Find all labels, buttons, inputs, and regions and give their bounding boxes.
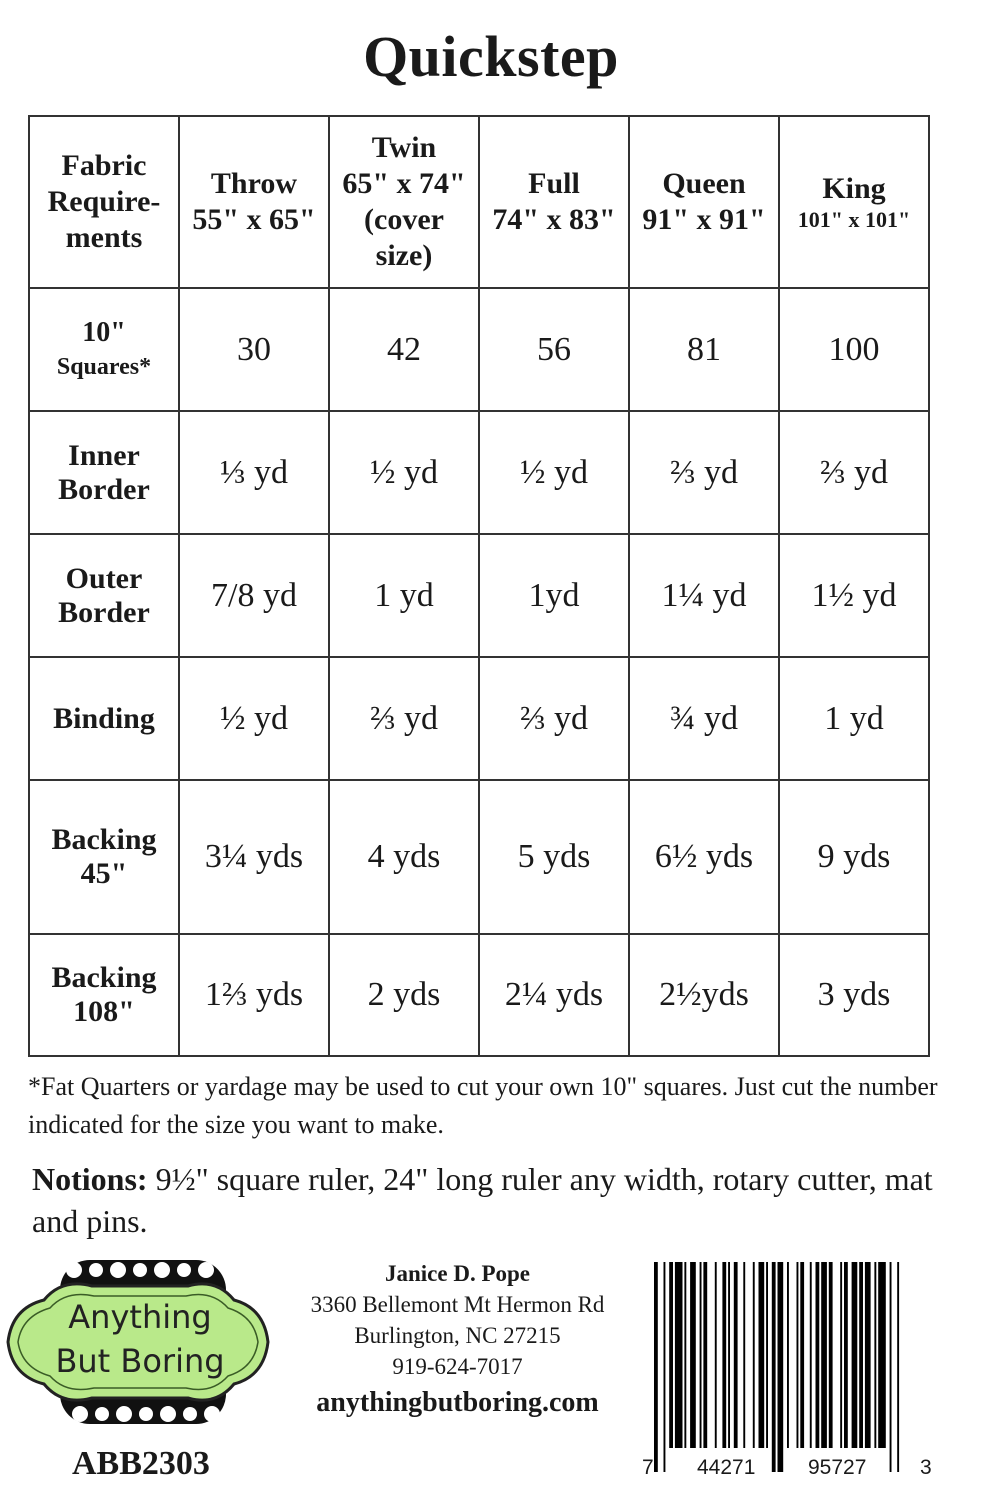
barcode-bar	[703, 1262, 707, 1448]
table-cell: 3 yds	[779, 934, 929, 1056]
column-dims: 74" x 83"	[492, 203, 616, 236]
row-label	[29, 780, 179, 934]
logo-dot	[133, 1263, 147, 1277]
column-name: King	[822, 172, 886, 205]
column-name: Throw	[210, 167, 298, 200]
column-dims: size)	[375, 239, 433, 272]
barcode-bar	[690, 1262, 696, 1448]
logo-dot	[177, 1263, 191, 1277]
table-cell: 100	[779, 288, 929, 411]
column-name: Full	[528, 167, 580, 200]
address-line-2: Burlington, NC 27215	[354, 1323, 561, 1348]
row-label	[29, 657, 179, 780]
table-header-row	[29, 116, 929, 288]
barcode-bar	[743, 1262, 745, 1448]
barcode-bar	[753, 1262, 755, 1448]
row-label-line: Outer	[65, 561, 143, 595]
table-cell: 56	[479, 288, 629, 411]
barcode	[640, 1262, 940, 1490]
contact-block	[285, 1258, 630, 1420]
table-cell: 3¼ yds	[179, 780, 329, 934]
table-cell: ½ yd	[179, 657, 329, 780]
table-cell: 1½ yd	[779, 534, 929, 657]
column-header-king	[779, 116, 929, 288]
table-row-outer-border	[29, 534, 929, 657]
barcode-bar	[874, 1262, 876, 1448]
website-link[interactable]: anythingbutboring.com	[316, 1387, 599, 1418]
table-cell: 1⅔ yds	[179, 934, 329, 1056]
barcode-bar	[797, 1262, 799, 1448]
column-dims: (cover	[364, 203, 444, 236]
table-cell: 2¼ yds	[479, 934, 629, 1056]
logo-line-2: But Boring	[55, 1342, 225, 1380]
logo-dot	[204, 1406, 220, 1422]
table-cell: 4 yds	[329, 780, 479, 934]
table-cell: ¾ yd	[629, 657, 779, 780]
designer-name: Janice D. Pope	[384, 1261, 530, 1286]
row-label-line: Squares*	[56, 353, 152, 380]
column-dims: 101" x 101"	[797, 207, 911, 232]
barcode-digit: 44271	[697, 1456, 756, 1479]
barcode-bar	[684, 1262, 686, 1448]
column-dims: 65" x 74"	[342, 167, 466, 200]
barcode-bar	[766, 1262, 768, 1448]
barcode-bar	[859, 1262, 863, 1448]
table-cell: 1¼ yd	[629, 534, 779, 657]
table-cell: 6½ yds	[629, 780, 779, 934]
logo-dot	[72, 1406, 88, 1422]
table-cell: 9 yds	[779, 780, 929, 934]
table-cell: ⅔ yd	[329, 657, 479, 780]
logo-dot	[139, 1407, 153, 1421]
barcode-bar	[722, 1262, 726, 1448]
row-label	[29, 411, 179, 534]
column-dims: 91" x 91"	[642, 203, 766, 236]
address-line-1: 3360 Bellemont Mt Hermon Rd	[310, 1292, 605, 1317]
table-cell: ⅓ yd	[179, 411, 329, 534]
barcode-bar	[844, 1262, 848, 1448]
barcode-bar	[669, 1262, 673, 1448]
row-label-line: Backing	[51, 823, 157, 856]
table-cell: ½ yd	[479, 411, 629, 534]
barcode-bar	[816, 1262, 820, 1448]
row-label-line: Border	[58, 595, 150, 629]
row-label	[29, 288, 179, 411]
table-cell: 1 yd	[329, 534, 479, 657]
notions-text: 9½" square ruler, 24" long ruler any width, rotary cutter, mat and pins.	[32, 1161, 933, 1239]
barcode-bar	[829, 1262, 833, 1448]
table-cell: 1yd	[479, 534, 629, 657]
table-cell: 2 yds	[329, 934, 479, 1056]
column-header-throw	[179, 116, 329, 288]
column-header-full	[479, 116, 629, 288]
table-row-squares	[29, 288, 929, 411]
table-cell: ½ yd	[329, 411, 479, 534]
table-cell: ⅔ yd	[629, 411, 779, 534]
notions	[32, 1158, 952, 1242]
barcode-bar	[810, 1262, 812, 1448]
table-cell: 30	[179, 288, 329, 411]
barcode-bar	[700, 1262, 702, 1448]
corner-line: Fabric	[61, 149, 147, 182]
table-cell: ⅔ yd	[779, 411, 929, 534]
barcode-bar	[821, 1262, 827, 1448]
row-label-line: 10"	[82, 316, 126, 348]
barcode-bar	[878, 1262, 886, 1448]
column-name: Queen	[662, 167, 746, 200]
barcode-bar	[852, 1262, 858, 1448]
table-cell: ⅔ yd	[479, 657, 629, 780]
table-cell: 42	[329, 288, 479, 411]
table-row-backing-108	[29, 934, 929, 1056]
table-row-binding	[29, 657, 929, 780]
corner-line: Require-	[47, 185, 161, 218]
row-label-line: Border	[58, 472, 150, 506]
brand-logo	[2, 1256, 274, 1428]
logo-dot	[116, 1406, 132, 1422]
row-label-line: 45"	[80, 857, 128, 890]
barcode-bar	[772, 1262, 776, 1472]
page-title: Quickstep	[363, 24, 619, 89]
barcode-bar	[715, 1262, 717, 1448]
phone-number: 919-624-7017	[392, 1354, 523, 1379]
logo-line-1: Anything	[68, 1298, 212, 1336]
fabric-requirements-table	[28, 115, 930, 1057]
barcode-bar	[865, 1262, 871, 1448]
corner-line: ments	[65, 221, 143, 254]
barcode-bar	[664, 1262, 666, 1472]
barcode-bar	[800, 1262, 804, 1448]
barcode-bar	[897, 1262, 899, 1472]
barcode-digit: 95727	[808, 1456, 867, 1479]
logo-dot	[183, 1407, 197, 1421]
barcode-bar	[787, 1262, 789, 1448]
pattern-code: ABB2303	[72, 1445, 210, 1482]
column-header-twin	[329, 116, 479, 288]
table-row-inner-border	[29, 411, 929, 534]
barcode-bar	[728, 1262, 730, 1448]
barcode-bar	[654, 1262, 658, 1472]
table-cell: 2½yds	[629, 934, 779, 1056]
barcode-bar	[890, 1262, 892, 1472]
table-cell: 7/8 yd	[179, 534, 329, 657]
barcode-bar	[759, 1262, 765, 1448]
notions-label: Notions:	[32, 1161, 148, 1197]
logo-dot	[154, 1262, 170, 1278]
footnote: *Fat Quarters or yardage may be used to cut your own 10" squares. Just cut the number indicated for the size you want to make.	[28, 1072, 938, 1139]
row-label-line: Binding	[53, 701, 155, 735]
table-cell: 81	[629, 288, 779, 411]
logo-dot	[89, 1263, 103, 1277]
barcode-bar	[840, 1262, 842, 1448]
column-header-queen	[629, 116, 779, 288]
logo-graphic	[2, 1256, 274, 1428]
table-cell: 1 yd	[779, 657, 929, 780]
logo-dot	[66, 1262, 82, 1278]
row-label-line: 108"	[73, 995, 135, 1028]
column-name: Twin	[371, 131, 437, 164]
barcode-digit: 3	[920, 1456, 932, 1479]
row-label-line: Backing	[51, 961, 157, 994]
logo-dot	[198, 1262, 214, 1278]
row-label-line: Inner	[68, 438, 140, 472]
logo-dot	[95, 1407, 109, 1421]
logo-dot	[110, 1262, 126, 1278]
row-label	[29, 934, 179, 1056]
corner-cell	[29, 116, 179, 288]
barcode-digit: 7	[642, 1456, 654, 1479]
table-row-backing-45	[29, 780, 929, 934]
row-label	[29, 534, 179, 657]
column-dims: 55" x 65"	[192, 203, 316, 236]
barcode-bar	[778, 1262, 784, 1472]
barcode-bar	[675, 1262, 683, 1448]
barcode-bar	[734, 1262, 738, 1448]
table-cell: 5 yds	[479, 780, 629, 934]
logo-dot	[160, 1406, 176, 1422]
